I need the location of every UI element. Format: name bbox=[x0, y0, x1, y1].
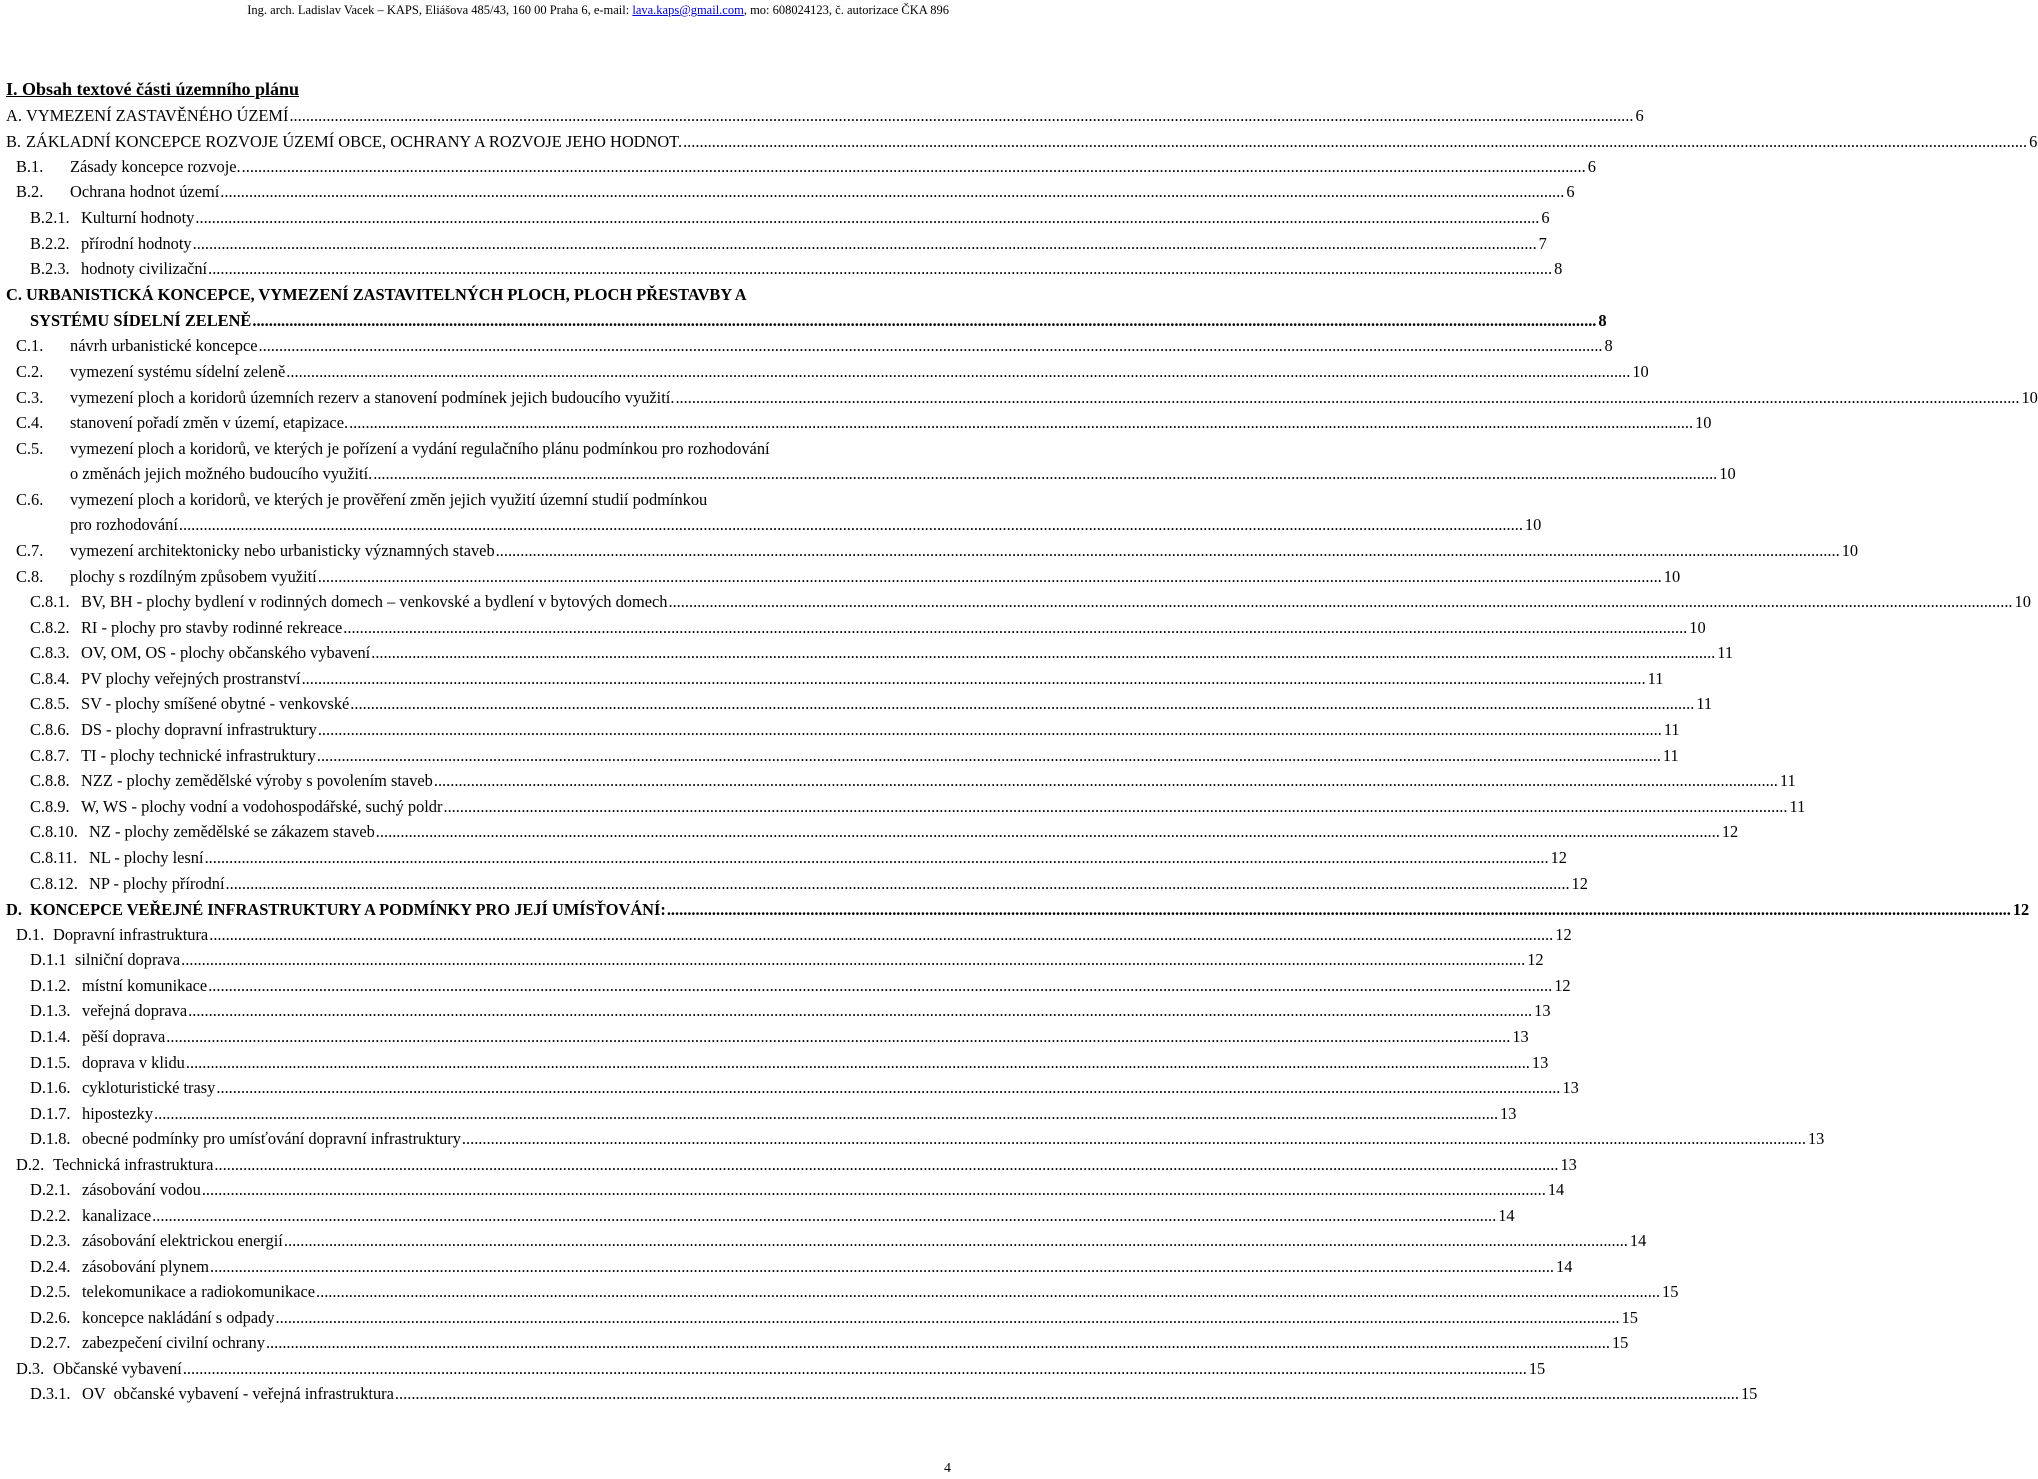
toc-entry[interactable]: C.8.11. NL - plochy lesní ..... 12 bbox=[30, 846, 948, 870]
toc-entry[interactable]: A. VYMEZENÍ ZASTAVĚNÉHO ÚZEMÍ ..... 6 bbox=[6, 104, 948, 128]
toc-entry[interactable]: D.2.4. zásobování plynem ..... 14 bbox=[30, 1255, 948, 1279]
page-number: 4 bbox=[944, 1461, 951, 1476]
toc-entry[interactable]: B.1. Zásady koncepce rozvoje. ..... 6 bbox=[16, 155, 948, 179]
toc-entry[interactable]: B.2.3. hodnoty civilizační ..... 8 bbox=[30, 257, 948, 281]
toc-entry[interactable]: D.2.3. zásobování elektrickou energií ..... 14 bbox=[30, 1229, 948, 1253]
toc-entry-heading[interactable]: C. URBANISTICKÁ KONCEPCE, VYMEZENÍ ZASTAVITELNÝCH PLOCH, PLOCH PŘESTAVBY A bbox=[6, 285, 747, 304]
header-email-link[interactable]: lava.kaps@gmail.com bbox=[632, 3, 744, 17]
page-header bbox=[247, 3, 949, 18]
toc-entry[interactable]: D.2.6. koncepce nakládání s odpady ..... 15 bbox=[30, 1306, 948, 1330]
toc-entry[interactable]: B.2. Ochrana hodnot území ..... 6 bbox=[16, 180, 948, 204]
toc-entry[interactable]: C.8.3. OV, OM, OS - plochy občanského vybavení ..... 11 bbox=[30, 641, 948, 665]
toc-entry-first-line[interactable]: C.5. vymezení ploch a koridorů, ve kterých je pořízení a vydání regulačního plánu podmínkou pro rozhodování bbox=[16, 439, 770, 458]
toc-entry[interactable]: C.8.5. SV - plochy smíšené obytné - venkovské ..... 11 bbox=[30, 692, 948, 716]
toc-entry[interactable]: C.3. vymezení ploch a koridorů územních rezerv a stanovení podmínek jejich budoucího využití. ..... 10 bbox=[16, 386, 948, 410]
header-prefix: Ing. arch. Ladislav Vacek – KAPS, Eliášova 485/43, 160 00 Praha 6, e-mail: bbox=[247, 3, 630, 17]
toc-entry[interactable]: C.8.1. BV, BH - plochy bydlení v rodinných domech – venkovské a bydlení v bytových domech ..... 10 bbox=[30, 590, 948, 614]
toc-entry[interactable]: B.2.1. Kulturní hodnoty ..... 6 bbox=[30, 206, 948, 230]
toc-entry[interactable]: D.3. Občanské vybavení ..... 15 bbox=[16, 1357, 948, 1381]
toc-entry-first-line[interactable]: C.6. vymezení ploch a koridorů, ve kterých je prověření změn jejich využití územní studií podmínkou bbox=[16, 490, 708, 509]
toc-entry[interactable]: D.2. Technická infrastruktura ..... 13 bbox=[16, 1153, 948, 1177]
toc-entry[interactable]: D.3.1. OV občanské vybavení - veřejná infrastruktura ..... 15 bbox=[30, 1382, 948, 1406]
toc-entry-heading[interactable]: D. KONCEPCE VEŘEJNÉ INFRASTRUKTURY A PODMÍNKY PRO JEJÍ UMÍSŤOVÁNÍ: ..... 12 bbox=[6, 898, 948, 922]
toc-entry[interactable]: B.2.2. přírodní hodnoty ..... 7 bbox=[30, 232, 948, 256]
toc-entry[interactable]: D.1.3. veřejná doprava ..... 13 bbox=[30, 999, 948, 1023]
document-title: I. Obsah textové části územního plánu bbox=[6, 79, 300, 99]
toc-entry[interactable]: D.1.5. doprava v klidu ..... 13 bbox=[30, 1051, 948, 1075]
toc-entry[interactable]: D.1.1 silniční doprava ..... 12 bbox=[30, 948, 948, 972]
header-suffix: , mo: 608024123, č. autorizace ČKA 896 bbox=[743, 3, 949, 17]
toc-entry[interactable]: C.8.4. PV plochy veřejných prostranství ..... 11 bbox=[30, 667, 948, 691]
toc-entry[interactable]: SYSTÉMU SÍDELNÍ ZELENĚ ..... 8 bbox=[30, 309, 948, 333]
toc-entry[interactable]: D.1. Dopravní infrastruktura ..... 12 bbox=[16, 923, 948, 947]
toc-entry[interactable]: D.1.2. místní komunikace ..... 12 bbox=[30, 974, 948, 998]
toc-entry[interactable]: o změnách jejich možného budoucího využití. ..... 10 bbox=[70, 462, 948, 486]
toc-entry[interactable]: C.8. plochy s rozdílným způsobem využití ..... 10 bbox=[16, 565, 948, 589]
toc-entry[interactable]: C.8.7. TI - plochy technické infrastruktury ..... 11 bbox=[30, 744, 948, 768]
toc-entry[interactable]: C.8.12. NP - plochy přírodní ..... 12 bbox=[30, 872, 948, 896]
toc-entry[interactable]: C.8.6. DS - plochy dopravní infrastruktury ..... 11 bbox=[30, 718, 948, 742]
toc-entry[interactable]: D.2.5. telekomunikace a radiokomunikace ..... 15 bbox=[30, 1280, 948, 1304]
toc-entry[interactable]: C.8.2. RI - plochy pro stavby rodinné rekreace ..... 10 bbox=[30, 616, 948, 640]
toc-entry[interactable]: pro rozhodování ..... 10 bbox=[70, 513, 948, 537]
toc-entry[interactable]: D.1.6. cykloturistické trasy ..... 13 bbox=[30, 1076, 948, 1100]
toc-entry[interactable]: D.2.1. zásobování vodou ..... 14 bbox=[30, 1178, 948, 1202]
toc-entry[interactable]: C.8.10. NZ - plochy zemědělské se zákazem staveb ..... 12 bbox=[30, 820, 948, 844]
toc-entry[interactable]: C.8.9. W, WS - plochy vodní a vodohospodářské, suchý poldr ..... 11 bbox=[30, 795, 948, 819]
toc-entry[interactable]: C.1. návrh urbanistické koncepce ..... 8 bbox=[16, 334, 948, 358]
toc-entry[interactable]: D.1.7. hipostezky ..... 13 bbox=[30, 1102, 948, 1126]
toc-entry[interactable]: D.1.4. pěší doprava ..... 13 bbox=[30, 1025, 948, 1049]
toc-entry[interactable]: D.2.7. zabezpečení civilní ochrany ..... 15 bbox=[30, 1331, 948, 1355]
toc-entry[interactable]: D.2.2. kanalizace ..... 14 bbox=[30, 1204, 948, 1228]
toc-entry[interactable]: C.8.8. NZZ - plochy zemědělské výroby s povolením staveb ..... 11 bbox=[30, 769, 948, 793]
toc-entry[interactable]: B. ZÁKLADNÍ KONCEPCE ROZVOJE ÚZEMÍ OBCE, OCHRANY A ROZVOJE JEHO HODNOT. ..... 6 bbox=[6, 130, 948, 154]
toc-entry[interactable]: C.4. stanovení pořadí změn v území, etapizace. ..... 10 bbox=[16, 411, 948, 435]
toc-entry[interactable]: D.1.8. obecné podmínky pro umísťování dopravní infrastruktury ..... 13 bbox=[30, 1127, 948, 1151]
toc-entry[interactable]: C.7. vymezení architektonicky nebo urbanisticky významných staveb ..... 10 bbox=[16, 539, 948, 563]
toc-entry[interactable]: C.2. vymezení systému sídelní zeleně ..... 10 bbox=[16, 360, 948, 384]
